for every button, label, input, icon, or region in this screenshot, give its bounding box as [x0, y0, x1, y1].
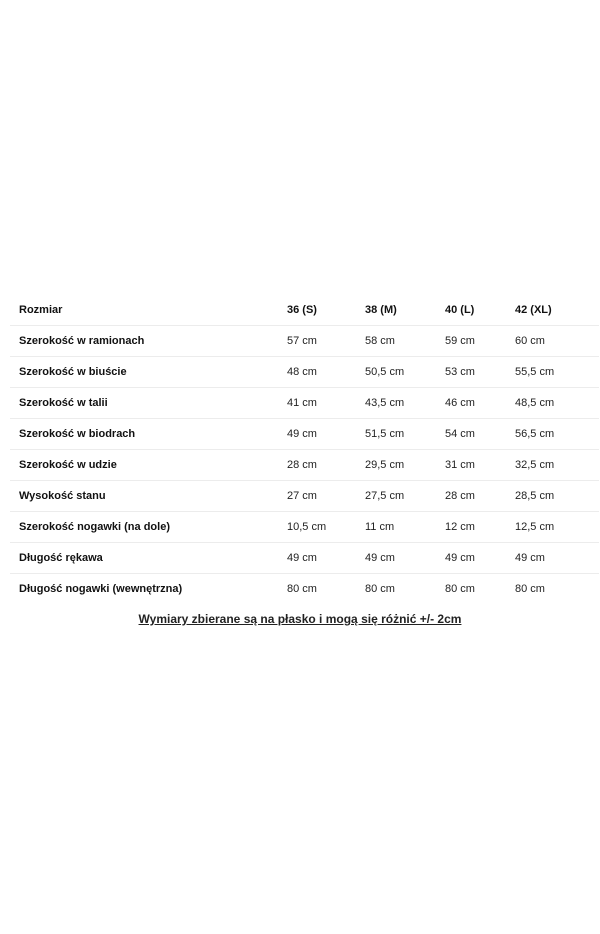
- cell-value: 27,5 cm: [365, 481, 445, 512]
- size-chart: [10, 295, 590, 626]
- cell-value: 53 cm: [445, 357, 515, 388]
- table-row: [10, 543, 599, 574]
- header-size-s: 36 (S): [287, 295, 365, 326]
- cell-value: 28,5 cm: [515, 481, 599, 512]
- cell-value: 49 cm: [445, 543, 515, 574]
- cell-value: 43,5 cm: [365, 388, 445, 419]
- cell-value: 48,5 cm: [515, 388, 599, 419]
- cell-value: 12 cm: [445, 512, 515, 543]
- cell-value: 80 cm: [445, 583, 475, 595]
- cell-value: 57 cm: [287, 326, 365, 357]
- cell-value: 29,5 cm: [365, 450, 445, 481]
- table-row: [10, 419, 599, 450]
- cell-value: 49 cm: [287, 419, 365, 450]
- row-label: Szerokość w talii: [10, 388, 287, 419]
- cell-value: 49 cm: [365, 543, 445, 574]
- table-row: [10, 512, 599, 543]
- table-row: [10, 326, 599, 357]
- table-row: [10, 574, 599, 605]
- cell-value: 46 cm: [445, 388, 515, 419]
- cell-value: 11 cm: [365, 512, 445, 543]
- table-row: [10, 357, 599, 388]
- row-label: Wysokość stanu: [10, 481, 287, 512]
- size-table: [10, 295, 599, 604]
- header-size-m: 38 (M): [365, 295, 445, 326]
- cell-value: 48 cm: [287, 357, 365, 388]
- cell-value: 54 cm: [445, 419, 515, 450]
- measurement-note: Wymiary zbierane są na płasko i mogą się różnić +/- 2cm: [138, 612, 462, 626]
- cell-value: 31 cm: [445, 450, 515, 481]
- cell-value: 28 cm: [445, 481, 515, 512]
- cell-value: 10,5 cm: [287, 512, 365, 543]
- row-label: Długość rękawa: [10, 543, 287, 574]
- cell-value: 28 cm: [287, 450, 365, 481]
- table-row: [10, 450, 599, 481]
- cell-value: 59 cm: [445, 326, 515, 357]
- table-row: [10, 481, 599, 512]
- row-label: Szerokość w biuście: [10, 357, 287, 388]
- cell-value: 49 cm: [287, 543, 365, 574]
- cell-value: 41 cm: [287, 388, 365, 419]
- row-label: Szerokość nogawki (na dole): [10, 512, 287, 543]
- cell-value: 80 cm: [287, 583, 317, 595]
- header-size: Rozmiar: [10, 295, 287, 326]
- header-size-xl: 42 (XL): [515, 295, 599, 326]
- cell-value: 80 cm: [515, 583, 545, 595]
- cell-value: 58 cm: [365, 326, 445, 357]
- table-header-row: [10, 295, 599, 326]
- row-label: Długość nogawki (wewnętrzna): [19, 583, 183, 595]
- row-label: Szerokość w udzie: [10, 450, 287, 481]
- cell-value: 56,5 cm: [515, 419, 599, 450]
- cell-value: 80 cm: [365, 583, 395, 595]
- row-label: Szerokość w biodrach: [10, 419, 287, 450]
- cell-value: 51,5 cm: [365, 419, 445, 450]
- cell-value: 27 cm: [287, 481, 365, 512]
- cell-value: 55,5 cm: [515, 357, 599, 388]
- cell-value: 60 cm: [515, 326, 599, 357]
- row-label: Szerokość w ramionach: [10, 326, 287, 357]
- cell-value: 49 cm: [515, 543, 599, 574]
- cell-value: 12,5 cm: [515, 512, 599, 543]
- cell-value: 32,5 cm: [515, 450, 599, 481]
- header-size-l: 40 (L): [445, 295, 515, 326]
- cell-value: 50,5 cm: [365, 357, 445, 388]
- table-row: [10, 388, 599, 419]
